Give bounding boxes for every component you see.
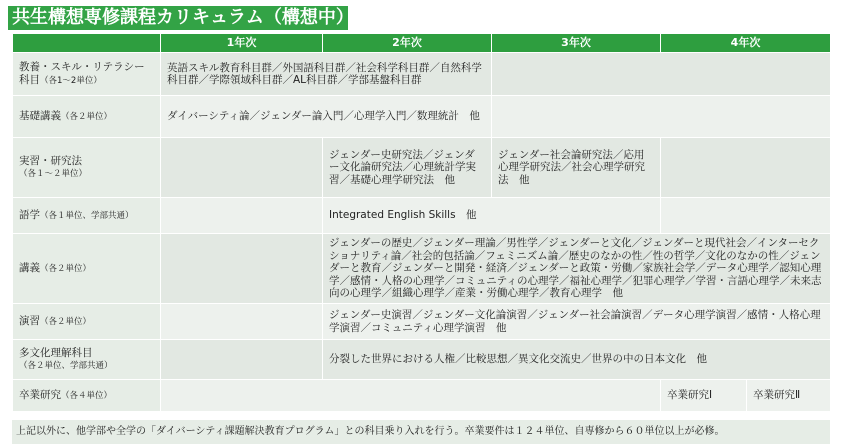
language-year4-cell <box>661 198 831 234</box>
row-label-text: 語学 <box>19 208 40 221</box>
header-year-4: 4年次 <box>661 34 831 53</box>
row-label <box>13 138 161 198</box>
practice-year1-cell <box>161 138 323 198</box>
row-label <box>13 234 161 304</box>
basic-empty-cell <box>492 96 831 138</box>
footer-note: 上記以外に、他学部や全学の「ダイバーシティ課題解決教育プログラム」との科目乗り入れを行う。卒業要件は１２４単位、自専修から６０単位以上が必修。 <box>12 420 830 444</box>
row-lecture <box>13 234 831 304</box>
row-unit-note: （各１～２単位） <box>19 169 88 179</box>
lecture-year2-cell: ジェンダーの歴史／ジェンダー理論／男性学／ジェンダーと文化／ジェンダーと現代社会／インターセクショナリティ論／社会的包括論／フェミニズム論／歴史のなかの性／性の哲学／文化のなかの性／ジェンダーと教育／ジェンダーと開発・経済／ジェンダーと政策・労働／家族社会学／データ心理学／認知心理学／感情・人格の心理学／コミュニティの心理学／福祉心理学／犯罪心理学／学習・言語心理学／未来志向の心理学／組織心理学／産業・労働心理学／教育心理学 他 <box>323 234 831 304</box>
row-basic <box>13 96 831 138</box>
multicultural-year2-cell: 分裂した世界における人権／比較思想／異文化交流史／世界の中の日本文化 他 <box>323 340 831 380</box>
practice-year4-cell <box>661 138 831 198</box>
row-label <box>13 53 161 96</box>
row-label-text: 卒業研究 <box>19 388 61 401</box>
row-multicultural <box>13 340 831 380</box>
row-practice <box>13 138 831 198</box>
row-label-text: 演習 <box>19 314 40 327</box>
row-seminar <box>13 304 831 340</box>
row-label-text: 実習・研究法 <box>19 154 82 167</box>
practice-year3-cell: ジェンダー社会論研究法／応用心理学研究法／社会心理学研究法 他 <box>492 138 661 198</box>
row-label <box>13 304 161 340</box>
thesis-2-cell: 卒業研究Ⅱ <box>747 380 831 412</box>
row-label <box>13 198 161 234</box>
row-thesis <box>13 380 831 412</box>
row-label-text-2: 科目 <box>19 73 40 86</box>
row-label-text: 多文化理解科目 <box>19 346 93 359</box>
curriculum-table <box>12 33 831 412</box>
header-year-2: 2年次 <box>323 34 492 53</box>
row-unit-note: （各１単位、学部共通） <box>40 210 134 221</box>
header-row <box>13 34 831 53</box>
liberal-year1-cell: 英語スキル教育科目群／外国語科目群／社会科学科目群／自然科学科目群／学際領域科目群／AL科目群／学部基盤科目群 <box>161 53 492 96</box>
header-corner <box>13 34 161 53</box>
row-unit-note: （各1～2単位） <box>40 75 102 86</box>
practice-year2-cell: ジェンダー史研究法／ジェンダー文化論研究法／心理統計学実習／基礎心理学研究法 他 <box>323 138 492 198</box>
row-unit-note: （各２単位、学部共通） <box>19 361 113 371</box>
multicultural-year1-cell <box>161 340 323 380</box>
lecture-year1-cell <box>161 234 323 304</box>
liberal-empty-cell <box>492 53 831 96</box>
page-title: 共生構想専修課程カリキュラム（構想中） <box>8 6 348 30</box>
row-label-text: 教養・スキル・リテラシー <box>19 61 145 73</box>
language-year2-cell: Integrated English Skills 他 <box>323 198 661 234</box>
row-unit-note: （各４単位） <box>61 390 113 401</box>
row-language <box>13 198 831 234</box>
header-year-1: 1年次 <box>161 34 323 53</box>
row-label <box>13 96 161 138</box>
basic-year1-cell: ダイバーシティ論／ジェンダー論入門／心理学入門／数理統計 他 <box>161 96 492 138</box>
row-unit-note: （各２単位） <box>40 316 92 327</box>
row-unit-note: （各２単位） <box>61 111 113 122</box>
seminar-year2-cell: ジェンダー史演習／ジェンダー文化論演習／ジェンダー社会論演習／データ心理学演習／感情・人格心理学演習／コミュニティ心理学演習 他 <box>323 304 831 340</box>
language-year1-cell <box>161 198 323 234</box>
row-label <box>13 340 161 380</box>
row-liberal <box>13 53 831 96</box>
row-label-text: 講義 <box>19 261 40 274</box>
thesis-empty-cell <box>161 380 661 412</box>
header-year-3: 3年次 <box>492 34 661 53</box>
thesis-1-cell: 卒業研究Ⅰ <box>661 380 747 412</box>
seminar-year1-cell <box>161 304 323 340</box>
row-unit-note: （各２単位） <box>40 263 92 274</box>
row-label-text: 基礎講義 <box>19 109 61 122</box>
row-label <box>13 380 161 412</box>
